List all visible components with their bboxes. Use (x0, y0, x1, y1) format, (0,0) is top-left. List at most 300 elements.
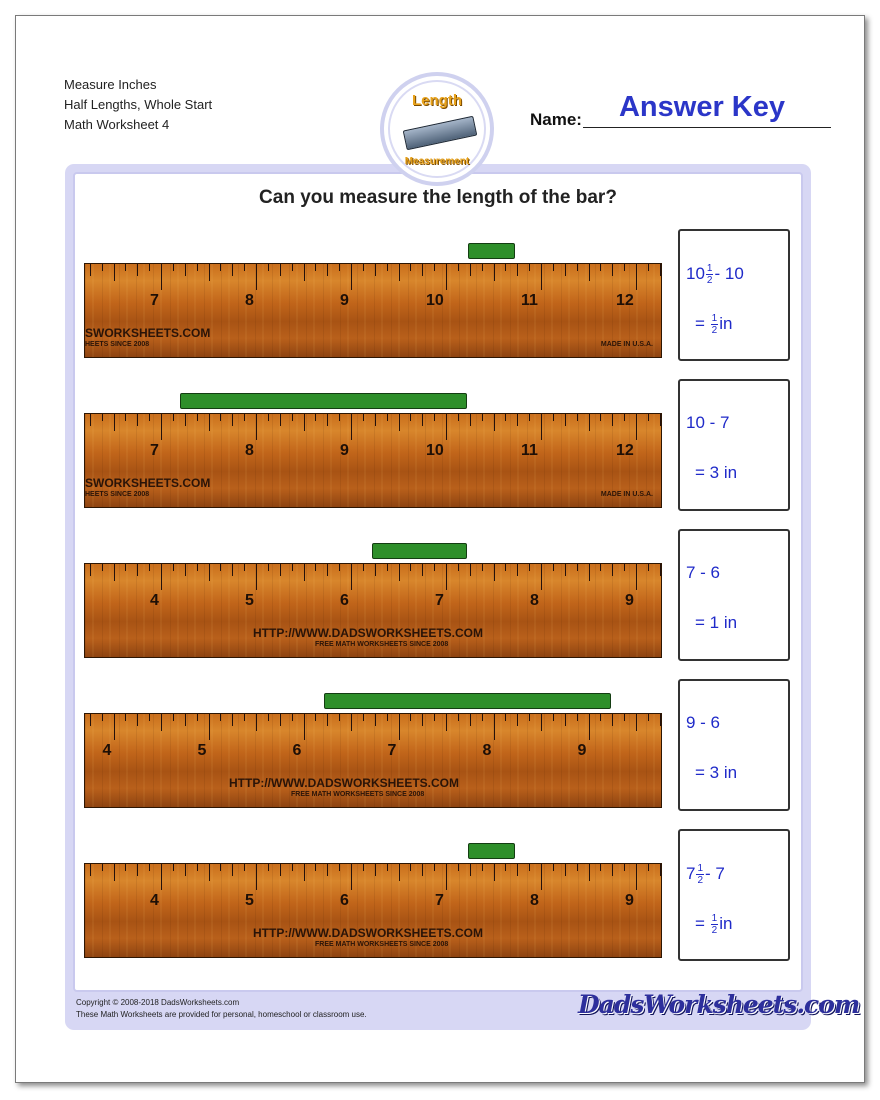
ruler-tick (648, 414, 649, 421)
ruler-tick (220, 414, 221, 421)
ruler-tick (399, 564, 400, 581)
ruler-tick (244, 564, 245, 571)
ruler-tick (482, 264, 483, 271)
ruler-number: 9 (577, 742, 587, 759)
ruler-tick (137, 864, 138, 876)
ruler-tick (624, 264, 625, 271)
ruler-tick (541, 714, 542, 731)
answer-box (678, 529, 790, 661)
ruler-tick (375, 264, 376, 276)
logo-subtitle: Measurement (404, 156, 470, 167)
ruler-tick (589, 864, 590, 881)
ruler-tick (434, 414, 435, 421)
ruler-tick (304, 564, 305, 581)
ruler-tick (399, 264, 400, 281)
ruler-tick (280, 264, 281, 276)
ruler-tick (232, 264, 233, 276)
ruler-tick (529, 714, 530, 721)
ruler-tick (137, 264, 138, 276)
ruler-tick (256, 264, 257, 290)
ruler-tick (600, 414, 601, 421)
ruler-tick (244, 864, 245, 871)
ruler-tick (232, 714, 233, 726)
ruler-tick (209, 864, 210, 881)
ruler-tick (541, 564, 542, 590)
answer-expression: 7 - 6 (686, 563, 721, 582)
ruler-tick (387, 714, 388, 721)
ruler-number: 7 (387, 742, 397, 759)
ruler-tick (422, 714, 423, 726)
ruler-tick (292, 864, 293, 871)
ruler-tick (327, 864, 328, 876)
ruler-number: 7 (150, 292, 159, 309)
ruler-tick (363, 864, 364, 871)
ruler-tick (600, 564, 601, 571)
answer-result: = 3 in (695, 763, 738, 782)
ruler-tick (304, 864, 305, 881)
ruler-tick (517, 564, 518, 576)
ruler-tick (553, 714, 554, 721)
ruler-tick (161, 564, 162, 590)
ruler-tick (137, 714, 138, 726)
ruler-tick (280, 864, 281, 876)
ruler-brand: HTTP://WWW.DADSWORKSHEETS.COM (253, 926, 483, 940)
ruler (84, 563, 662, 658)
ruler-tick (470, 414, 471, 426)
ruler-tick (244, 714, 245, 721)
ruler-number: 5 (245, 592, 254, 609)
ruler-tick (565, 564, 566, 576)
ruler-tick (268, 864, 269, 871)
ruler-tick (541, 264, 542, 290)
ruler-tick (292, 414, 293, 421)
ruler-tick (541, 414, 542, 440)
ruler-tick (161, 264, 162, 290)
ruler-tick (517, 264, 518, 276)
ruler-tick (577, 714, 578, 721)
ruler-tick (220, 264, 221, 271)
ruler-tick (327, 264, 328, 276)
ruler-tick (125, 714, 126, 721)
ruler-tick (125, 264, 126, 271)
ruler-tick (446, 264, 447, 290)
ruler-tick (315, 864, 316, 871)
ruler-tick (387, 414, 388, 421)
ruler-tick (565, 414, 566, 426)
ruler-tick (304, 414, 305, 431)
ruler-tick (446, 564, 447, 590)
ruler-tick (612, 564, 613, 576)
ruler-tick (327, 414, 328, 426)
ruler-number: 7 (150, 442, 159, 459)
ruler-tick (197, 864, 198, 871)
ruler-tick (114, 414, 115, 431)
ruler-tick (102, 564, 103, 571)
ruler-tick (589, 414, 590, 431)
measure-bar (468, 243, 515, 259)
ruler-tick (565, 864, 566, 876)
ruler-tick (102, 264, 103, 271)
ruler-tick (434, 714, 435, 721)
ruler-tick (149, 564, 150, 571)
ruler-tick (565, 264, 566, 276)
ruler-tick (375, 714, 376, 726)
ruler-tick (482, 564, 483, 571)
answer-box (678, 679, 790, 811)
ruler-tick (363, 564, 364, 571)
ruler-tick (624, 714, 625, 721)
header-line-2: Half Lengths, Whole Start (64, 97, 213, 112)
ruler-tick (185, 414, 186, 426)
ruler-tick (137, 564, 138, 576)
ruler-tick (470, 864, 471, 876)
ruler-tick (90, 714, 91, 726)
ruler-tick (446, 714, 447, 731)
answer-expression: 7 $\frac{1}{2}$ - 7 (686, 863, 725, 886)
ruler-tick (90, 264, 91, 276)
ruler-tick (304, 714, 305, 740)
ruler-tick (624, 414, 625, 421)
ruler-tick (220, 864, 221, 871)
ruler-tick (458, 714, 459, 721)
ruler-tick (209, 264, 210, 281)
ruler-tick (149, 864, 150, 871)
ruler-tick (612, 264, 613, 276)
ruler-tick (387, 864, 388, 871)
ruler-tick (280, 714, 281, 726)
ruler-tick (149, 264, 150, 271)
ruler-tick (375, 564, 376, 576)
ruler-tick (363, 264, 364, 271)
ruler-tick (375, 414, 376, 426)
ruler-tick (458, 564, 459, 571)
ruler-tick (648, 864, 649, 871)
ruler-tick (636, 864, 637, 890)
worksheet-header (64, 75, 212, 135)
ruler-tick (446, 864, 447, 890)
ruler-tick (268, 414, 269, 421)
measure-bar (324, 693, 611, 709)
ruler-tick (529, 864, 530, 871)
ruler-tick (315, 414, 316, 421)
ruler-tick (232, 864, 233, 876)
ruler-tick (589, 714, 590, 740)
ruler-made-in: MADE IN U.S.A. (600, 491, 653, 498)
name-label: Name: (530, 110, 582, 129)
ruler-tick (553, 564, 554, 571)
dadsworksheets-logo: DadsWorksheets.com (578, 990, 860, 1019)
ruler-tick (577, 414, 578, 421)
ruler-tick (660, 714, 661, 726)
ruler-number: 9 (625, 592, 634, 609)
ruler-tick (244, 264, 245, 271)
ruler-brand: SWORKSHEETS.COM (85, 476, 211, 490)
ruler-tick (185, 564, 186, 576)
ruler-tick (339, 264, 340, 271)
ruler-tick (482, 714, 483, 721)
ruler-tick (482, 864, 483, 871)
ruler-tick (102, 864, 103, 871)
ruler-tick (339, 864, 340, 871)
ruler-brand-sub: FREE MATH WORKSHEETS SINCE 2008 (291, 791, 425, 798)
ruler-tick (137, 414, 138, 426)
ruler-tick (351, 414, 352, 440)
ruler-tick (458, 264, 459, 271)
ruler-tick (505, 414, 506, 421)
ruler-brand-sub: HEETS SINCE 2008 (85, 341, 150, 348)
ruler-number: 5 (245, 892, 254, 909)
ruler-tick (636, 564, 637, 590)
ruler-tick (553, 864, 554, 871)
ruler-tick (434, 564, 435, 571)
answer-result: = $\frac{1}{2}$ in (695, 313, 733, 336)
ruler-number: 6 (292, 742, 302, 759)
ruler-number: 12 (616, 442, 634, 459)
ruler-tick (399, 714, 400, 740)
ruler-tick (363, 414, 364, 421)
ruler-tick (410, 864, 411, 871)
ruler-tick (268, 264, 269, 271)
header-line-3: Math Worksheet 4 (64, 117, 170, 132)
ruler-tick (90, 414, 91, 426)
ruler-tick (209, 564, 210, 581)
ruler-tick (339, 414, 340, 421)
ruler-tick (375, 864, 376, 876)
ruler-tick (315, 714, 316, 721)
ruler-tick (529, 414, 530, 421)
ruler-tick (90, 864, 91, 876)
answer-box (678, 829, 790, 961)
ruler-tick (209, 714, 210, 740)
ruler-brand-sub: FREE MATH WORKSHEETS SINCE 2008 (315, 941, 449, 948)
ruler-tick (114, 264, 115, 281)
ruler-tick (220, 564, 221, 571)
ruler-tick (173, 864, 174, 871)
ruler-tick (589, 264, 590, 281)
ruler (84, 863, 662, 958)
ruler-tick (494, 864, 495, 881)
ruler-number: 8 (245, 442, 254, 459)
ruler-tick (304, 264, 305, 281)
ruler-tick (351, 864, 352, 890)
ruler-tick (197, 714, 198, 721)
ruler-number: 9 (625, 892, 634, 909)
ruler-tick (125, 564, 126, 571)
ruler-tick (327, 714, 328, 726)
ruler-number: 5 (197, 742, 207, 759)
ruler-tick (600, 714, 601, 721)
ruler-tick (541, 864, 542, 890)
ruler-number: 9 (340, 442, 349, 459)
ruler-tick (173, 414, 174, 421)
ruler-tick (589, 564, 590, 581)
ruler-number: 11 (521, 292, 538, 309)
ruler-tick (494, 714, 495, 740)
ruler-tick (256, 564, 257, 590)
ruler-tick (220, 714, 221, 721)
ruler-tick (636, 414, 637, 440)
measure-bar (468, 843, 515, 859)
logo-title: Length (412, 92, 462, 109)
ruler-tick (494, 564, 495, 581)
answer-expression: 10 - 7 (686, 413, 730, 432)
footer-text (76, 997, 367, 1021)
ruler-number: 8 (530, 592, 539, 609)
ruler-tick (553, 264, 554, 271)
ruler-tick (268, 714, 269, 721)
ruler-tick (660, 864, 661, 876)
ruler-tick (600, 264, 601, 271)
ruler-tick (387, 564, 388, 571)
ruler-tick (422, 564, 423, 576)
ruler-tick (648, 714, 649, 721)
ruler-tick (102, 414, 103, 421)
ruler-tick (399, 414, 400, 431)
ruler (84, 413, 662, 508)
name-field-line (583, 127, 831, 128)
copyright-text: Copyright © 2008-2018 DadsWorksheets.com (76, 998, 240, 1007)
usage-note: These Math Worksheets are provided for personal, homeschool or classroom use. (76, 1010, 367, 1019)
ruler-tick (268, 564, 269, 571)
ruler-tick (292, 714, 293, 721)
ruler-tick (470, 264, 471, 276)
ruler-tick (517, 714, 518, 726)
ruler-tick (114, 564, 115, 581)
ruler-number: 9 (340, 292, 349, 309)
answer-box (678, 379, 790, 511)
ruler-tick (173, 264, 174, 271)
ruler-tick (114, 864, 115, 881)
ruler-tick (185, 714, 186, 726)
ruler-tick (232, 564, 233, 576)
ruler-tick (185, 264, 186, 276)
ruler-tick (149, 414, 150, 421)
ruler-tick (636, 714, 637, 731)
ruler-tick (280, 414, 281, 426)
ruler (84, 263, 662, 358)
ruler-tick (612, 864, 613, 876)
ruler-tick (161, 864, 162, 890)
measure-bar (180, 393, 467, 409)
ruler-number: 4 (150, 892, 159, 909)
ruler-tick (577, 864, 578, 871)
ruler-tick (125, 414, 126, 421)
ruler (84, 713, 662, 808)
ruler-tick (363, 714, 364, 721)
ruler-tick (292, 564, 293, 571)
ruler-brand-sub: HEETS SINCE 2008 (85, 491, 150, 498)
ruler-tick (577, 264, 578, 271)
ruler-tick (185, 864, 186, 876)
ruler-tick (529, 564, 530, 571)
ruler-tick (517, 414, 518, 426)
ruler-tick (470, 564, 471, 576)
ruler-tick (410, 564, 411, 571)
ruler-tick (505, 264, 506, 271)
ruler-tick (470, 714, 471, 726)
ruler-tick (161, 714, 162, 731)
ruler-number: 4 (150, 592, 159, 609)
ruler-tick (410, 414, 411, 421)
ruler-tick (149, 714, 150, 721)
ruler-tick (565, 714, 566, 726)
ruler-brand: SWORKSHEETS.COM (85, 326, 211, 340)
ruler-tick (434, 264, 435, 271)
ruler-number: 8 (482, 742, 492, 759)
ruler-tick (173, 564, 174, 571)
ruler-tick (624, 564, 625, 571)
ruler-tick (327, 564, 328, 576)
answer-result: = 3 in (695, 463, 738, 482)
ruler-number: 11 (521, 442, 538, 459)
answer-expression: 9 - 6 (686, 713, 721, 732)
ruler-tick (197, 564, 198, 571)
ruler-brand-sub: FREE MATH WORKSHEETS SINCE 2008 (315, 641, 449, 648)
ruler-tick (339, 564, 340, 571)
ruler-tick (612, 714, 613, 726)
answer-expression: 10 $\frac{1}{2}$ - 10 (686, 263, 744, 286)
ruler-tick (256, 864, 257, 890)
ruler-tick (422, 264, 423, 276)
ruler-tick (517, 864, 518, 876)
ruler-tick (505, 714, 506, 721)
ruler-tick (458, 414, 459, 421)
ruler-tick (660, 264, 661, 276)
ruler-tick (446, 414, 447, 440)
ruler-number: 10 (426, 442, 444, 459)
ruler-tick (244, 414, 245, 421)
ruler-number: 7 (435, 892, 444, 909)
ruler-tick (422, 414, 423, 426)
ruler-tick (315, 564, 316, 571)
ruler-tick (280, 564, 281, 576)
ruler-tick (315, 264, 316, 271)
ruler-tick (292, 264, 293, 271)
ruler-number: 8 (530, 892, 539, 909)
ruler-tick (577, 564, 578, 571)
ruler-tick (125, 864, 126, 871)
ruler-tick (612, 414, 613, 426)
ruler-tick (256, 414, 257, 440)
ruler-tick (434, 864, 435, 871)
ruler-tick (494, 414, 495, 431)
ruler-tick (173, 714, 174, 721)
ruler-tick (553, 414, 554, 421)
measure-bar (372, 543, 467, 559)
ruler-tick (660, 414, 661, 426)
ruler-tick (648, 564, 649, 571)
ruler-tick (410, 264, 411, 271)
ruler-tick (197, 414, 198, 421)
ruler-number: 12 (616, 292, 634, 309)
ruler-number: 4 (102, 742, 112, 759)
ruler-brand: HTTP://WWW.DADSWORKSHEETS.COM (229, 776, 459, 790)
ruler-tick (458, 864, 459, 871)
ruler-tick (197, 264, 198, 271)
length-measurement-logo (380, 72, 494, 186)
answer-result: = $\frac{1}{2}$ in (695, 913, 733, 936)
ruler-tick (399, 864, 400, 881)
ruler-tick (351, 714, 352, 731)
ruler-tick (161, 414, 162, 440)
ruler-tick (339, 714, 340, 721)
answer-result: = 1 in (695, 613, 738, 632)
ruler-number: 10 (426, 292, 444, 309)
ruler-tick (529, 264, 530, 271)
answer-key-title: Answer Key (618, 91, 785, 123)
ruler-tick (387, 264, 388, 271)
ruler-tick (102, 714, 103, 721)
